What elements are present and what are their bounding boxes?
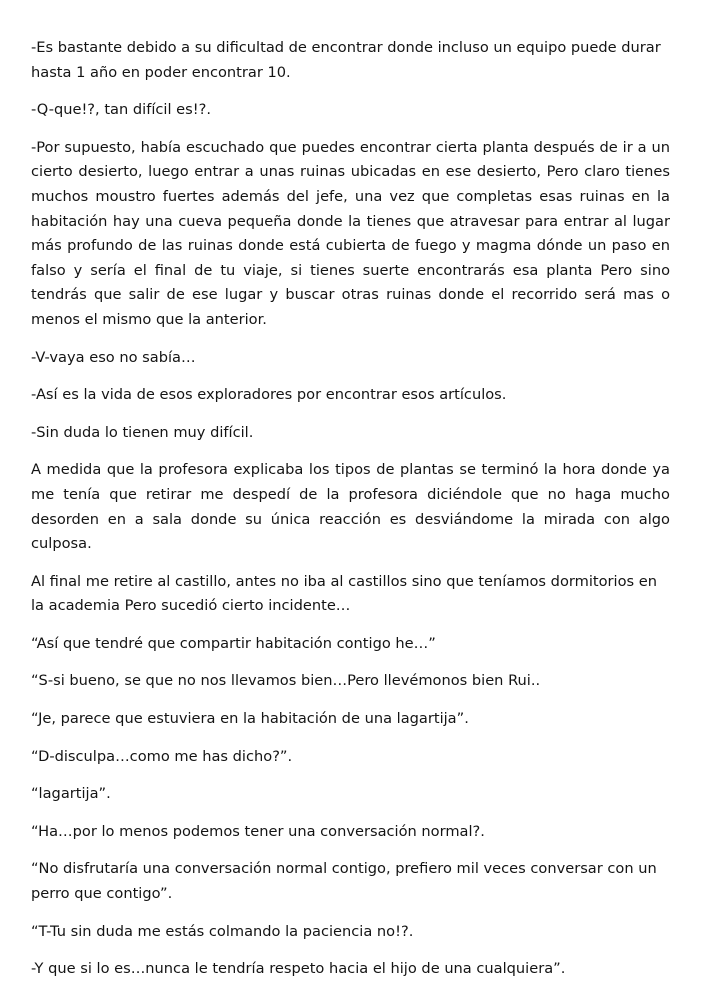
- paragraph-2: -Q-que!?, tan difícil es!?.: [31, 101, 211, 119]
- paragraph-15: “No disfrutaría una conversación normal contigo, prefiero mil veces conversar con un perro que contigo”.: [31, 860, 657, 903]
- paragraph-16: “T-Tu sin duda me estás colmando la paciencia no!?.: [31, 922, 414, 940]
- paragraph-8: Al final me retire al castillo, antes no iba al castillos sino que teníamos dormitorios en la academia Pero sucedió cierto incidente…: [31, 572, 657, 615]
- paragraph-13: “lagartija”.: [31, 785, 111, 803]
- paragraph-1: -Es bastante debido a su dificultad de encontrar donde incluso un equipo puede durar hasta 1 año en poder encontrar 10.: [31, 39, 661, 81]
- paragraph-6: -Sin duda lo tienen muy difícil.: [31, 423, 254, 441]
- paragraph-3: -Por supuesto, había escuchado que puedes encontrar cierta planta después de ir a un cierto desierto, luego entrar a unas ruinas ubicadas en ese desierto, Pero claro tienes muchos moustro fuertes además del jefe, una vez que completas esas ruinas en la habitación hay una cueva pequeña donde la tienes que atravesar para entrar al lugar más profundo de las ruinas donde está cubierta de fuego y magma dónde un paso en falso y sería el final de tu viaje, si tienes suerte encontrarás esa planta Pero sino tendrás que salir de ese lugar y buscar otras ruinas donde el recorrido será mas o menos el mismo que la anterior.: [31, 138, 670, 328]
- paragraph-4: -V-vaya eso no sabía…: [31, 348, 196, 366]
- paragraph-17: -Y que si lo es…nunca le tendría respeto hacia el hijo de una cualquiera”.: [31, 960, 566, 978]
- paragraph-9: “Así que tendré que compartir habitación contigo he…”: [31, 634, 436, 652]
- paragraph-7: A medida que la profesora explicaba los tipos de plantas se terminó la hora donde ya me tenía que retirar me despedí de la profesora diciéndole que no haga mucho desorden en a sala donde su única reacción es desviándome la mirada con algo culposa.: [31, 461, 670, 553]
- paragraph-12: “D-disculpa…como me has dicho?”.: [31, 747, 293, 765]
- paragraph-14: “Ha…por lo menos podemos tener una conversación normal?.: [31, 822, 485, 840]
- paragraph-11: “Je, parece que estuviera en la habitación de una lagartija”.: [31, 710, 469, 728]
- paragraph-10: “S-si bueno, se que no nos llevamos bien…Pero llevémonos bien Rui..: [31, 672, 541, 690]
- paragraph-5: -Así es la vida de esos exploradores por encontrar esos artículos.: [31, 386, 507, 404]
